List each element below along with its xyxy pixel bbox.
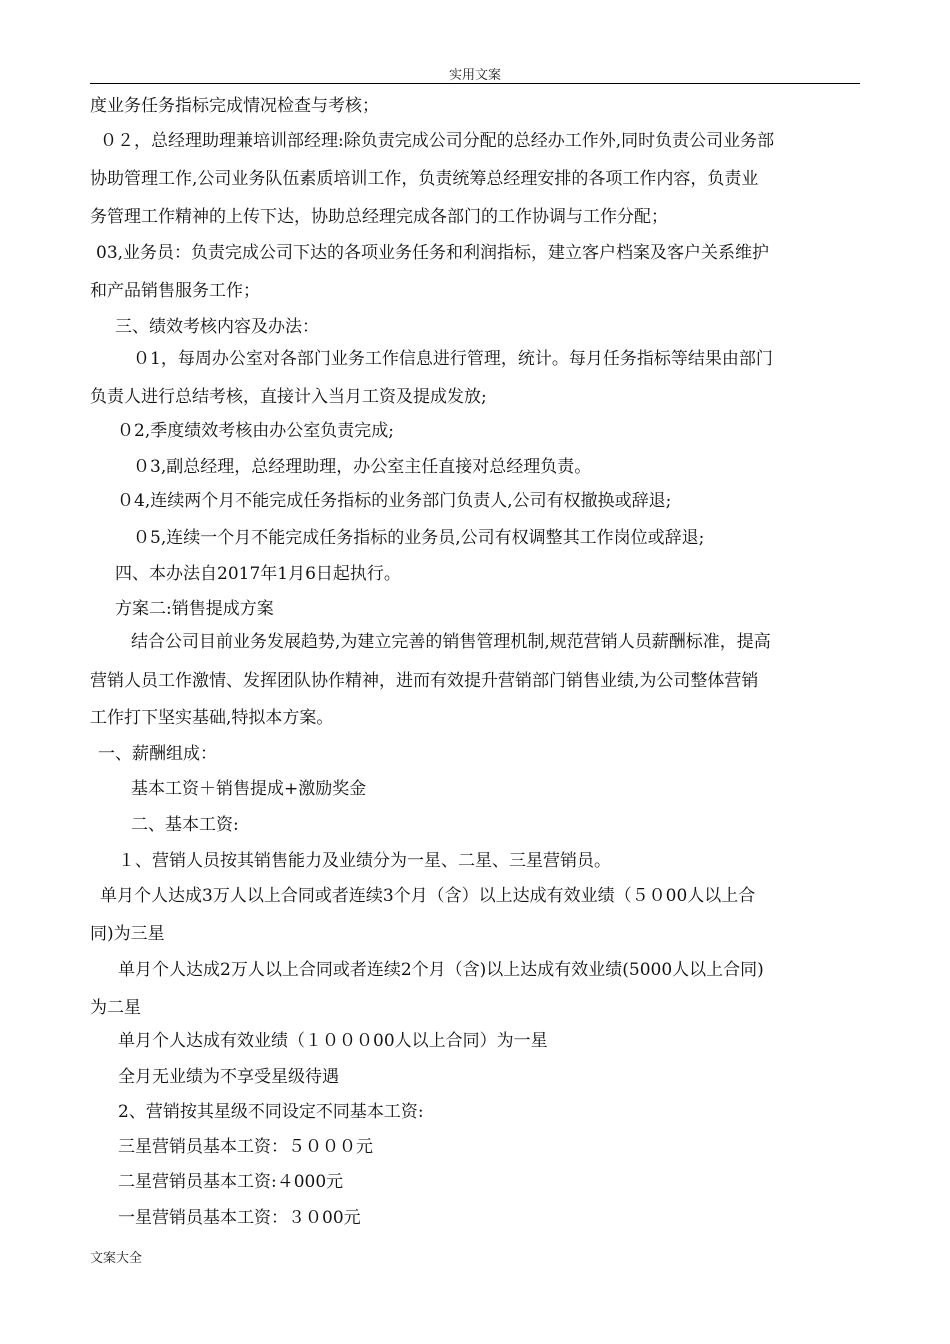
text-line: 营销人员工作激情、发挥团队协作精神，进而有效提升营销部门销售业绩,为公司整体营销: [90, 671, 759, 691]
text-line: 务管理工作精神的上传下达，协助总经理完成各部门的工作协调与工作分配；: [90, 207, 668, 227]
text-line: 结合公司目前业务发展趋势,为建立完善的销售管理机制,规范营销人员薪酬标准，提高: [131, 632, 771, 652]
text-line: 单月个人达成2万人以上合同或者连续2个月（含)以上达成有效业绩(5000人以上合同): [118, 960, 764, 980]
section-heading: 三、绩效考核内容及办法：: [115, 317, 319, 337]
text-line: 单月个人达成有效业绩（１０００00人以上合同）为一星: [118, 1031, 548, 1051]
text-line: 单月个人达成3万人以上合同或者连续3个月（含）以上达成有效业绩（５０00人以上合: [100, 886, 756, 906]
text-line: ０２，总经理助理兼培训部经理:除负责完成公司分配的总经办工作外,同时负责公司业务部: [100, 131, 775, 151]
text-line: 一星营销员基本工资：３０00元: [118, 1208, 361, 1228]
text-line: １、营销人员按其销售能力及业绩分为一星、二星、三星营销员。: [118, 851, 611, 871]
text-line: ０4,连续两个月不能完成任务指标的业务部门负责人,公司有权撤换或辞退;: [117, 491, 672, 511]
section-heading: 四、本办法自2017年1月6日起执行。: [115, 564, 401, 584]
text-line: 03,业务员：负责完成公司下达的各项业务任务和利润指标，建立客户档案及客户关系维护: [96, 243, 770, 263]
text-line: ０5,连续一个月不能完成任务指标的业务员,公司有权调整其工作岗位或辞退;: [133, 528, 705, 548]
text-line: ０1，每周办公室对各部门业务工作信息进行管理，统计。每月任务指标等结果由部门: [133, 349, 773, 369]
text-line: 和产品销售服务工作；: [90, 281, 260, 301]
section-heading: 方案二:销售提成方案: [115, 599, 274, 619]
text-line: 协助管理工作,公司业务队伍素质培训工作，负责统筹总经理安排的各项工作内容，负责业: [90, 169, 759, 189]
page-footer-text: 文案大全: [90, 1251, 143, 1266]
page-header-title: 实用文案: [448, 68, 501, 83]
text-line: ０2,季度绩效考核由办公室负责完成;: [117, 421, 394, 441]
header-divider: [90, 83, 860, 84]
text-line: 度业务任务指标完成情况检查与考核；: [90, 96, 379, 116]
text-line: 为二星: [90, 998, 141, 1018]
section-heading: 一、薪酬组成：: [98, 744, 217, 764]
text-line: 全月无业绩为不享受星级待遇: [118, 1067, 339, 1087]
text-line: 同)为三星: [90, 924, 165, 944]
text-line: 2、营销按其星级不同设定不同基本工资:: [118, 1102, 424, 1122]
text-line: 工作打下坚实基础,特拟本方案。: [90, 708, 334, 728]
text-line: 基本工资＋销售提成+激励奖金: [131, 779, 367, 799]
text-line: 三星营销员基本工资：５０００元: [118, 1137, 373, 1157]
text-line: ０3,副总经理，总经理助理，办公室主任直接对总经理负责。: [133, 457, 592, 477]
text-line: 负责人进行总结考核，直接计入当月工资及提成发放;: [90, 387, 487, 407]
text-line: 二星营销员基本工资:４000元: [118, 1172, 344, 1192]
section-heading: 二、基本工资:: [131, 815, 239, 835]
